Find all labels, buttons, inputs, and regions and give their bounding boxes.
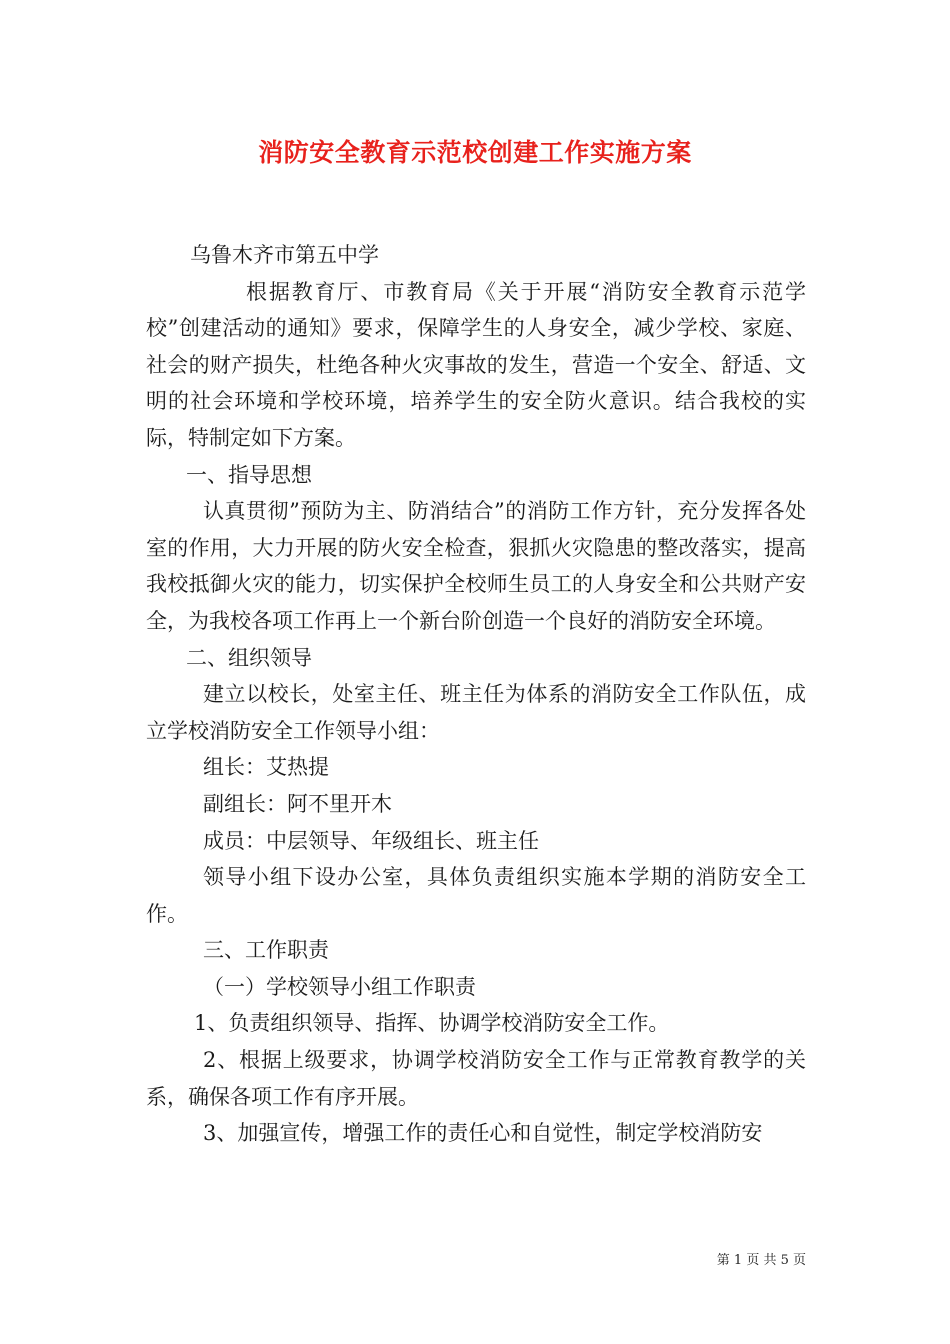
leader-line: 组长：艾热提 — [203, 755, 329, 780]
duty-item-1: 1、负责组织领导、指挥、协调学校消防安全工作。 — [194, 1011, 670, 1036]
duty-item-3: 3、加强宣传，增强工作的责任心和自觉性，制定学校消防安 — [203, 1121, 763, 1146]
section1-heading: 一、指导思想 — [186, 462, 312, 487]
school-name: 乌鲁木齐市第五中学 — [190, 243, 379, 267]
page-number: 第 1 页 共 5 页 — [716, 1253, 806, 1268]
section1-paragraph: 认真贯彻”预防为主、防消结合”的消防工作方针，充分发挥各处室的作用，大力开展的防火安全检查，狠抓火灾隐患的整改落实，提高我校抵御火灾的能力，切实保护全校师生员工的人身安全和公共财产安全，为我校各项工作再上一个新台阶创造一个良好的消防安全环境。 — [146, 499, 806, 633]
deputy-leader-line: 副组长：阿不里开木 — [203, 791, 392, 816]
section3-heading: 三、工作职责 — [203, 938, 329, 963]
office-note-paragraph: 领导小组下设办公室，具体负责组织实施本学期的消防安全工作。 — [146, 865, 806, 926]
section2-paragraph: 建立以校长，处室主任、班主任为体系的消防安全工作队伍，成立学校消防安全工作领导小组： — [146, 682, 806, 743]
section2-heading: 二、组织领导 — [186, 645, 312, 670]
intro-paragraph: 根据教育厅、市教育局《关于开展“消防安全教育示范学校”创建活动的通知》要求，保障学生的人身安全，减少学校、家庭、社会的财产损失，杜绝各种火灾事故的发生，营造一个安全、舒适、文明的社会环境和学校环境，培养学生的安全防火意识。结合我校的实际，特制定如下方案。 — [146, 279, 806, 450]
subsection1-heading: （一）学校领导小组工作职责 — [203, 974, 476, 999]
duty-item-2: 2、根据上级要求，协调学校消防安全工作与正常教育教学的关系，确保各项工作有序开展。 — [146, 1048, 806, 1109]
document-body — [146, 237, 806, 1152]
members-line: 成员：中层领导、年级组长、班主任 — [203, 828, 539, 853]
document-title: 消防安全教育示范校创建工作实施方案 — [258, 138, 692, 167]
